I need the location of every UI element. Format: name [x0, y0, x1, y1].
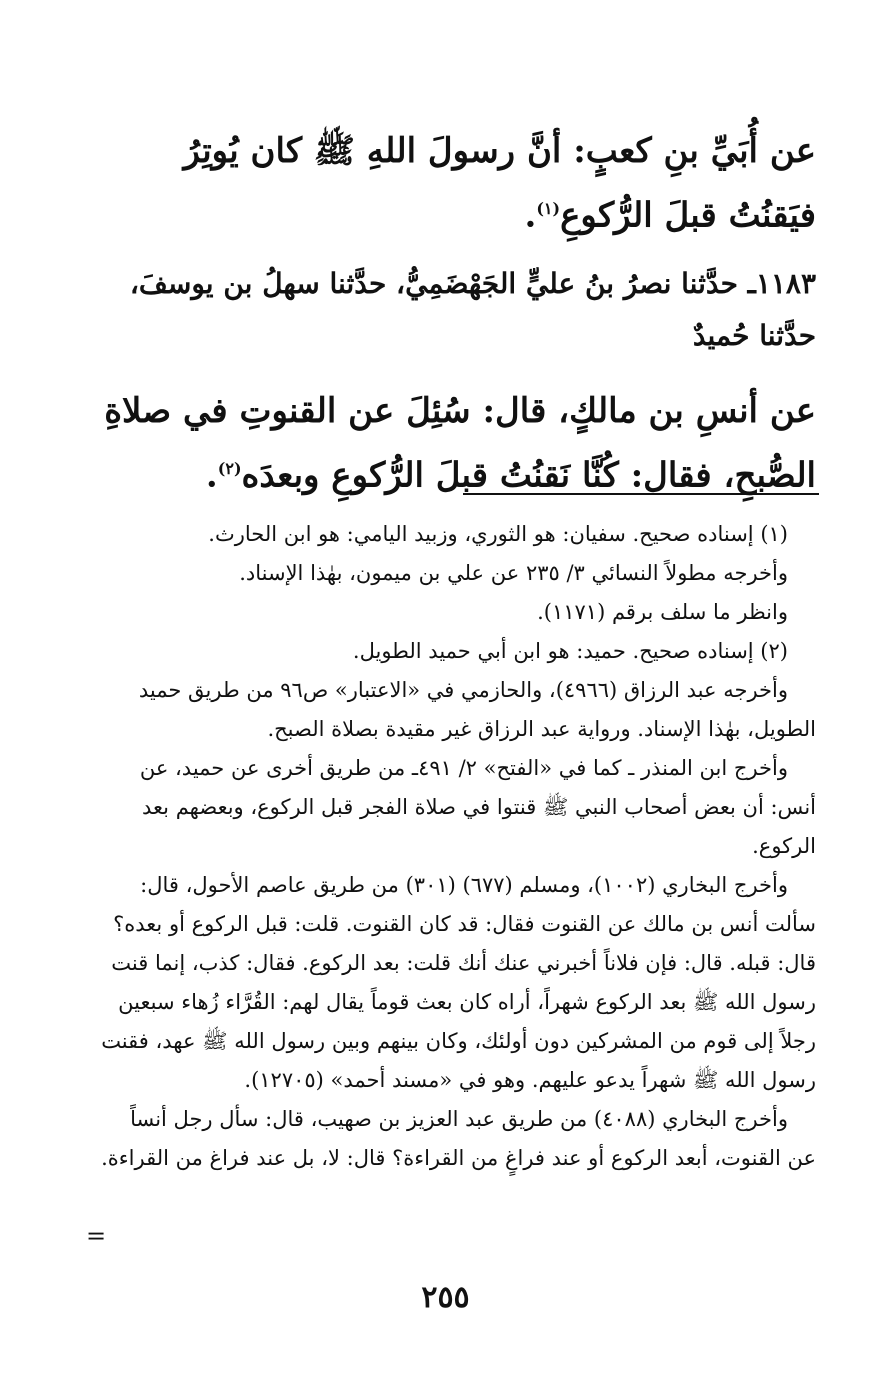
hadith-text-2 [100, 382, 816, 504]
footnote-1: (١) إسناده صحيح. سفيان: هو الثوري، وزبيد اليامي: هو ابن الحارث. [208, 522, 788, 546]
footnote-ref-2: (٢) [217, 459, 242, 478]
footnote-2: (٢) إسناده صحيح. حميد: هو ابن أبي حميد الطويل. [352, 639, 788, 663]
hadith-1-body: عن أُبَيِّ بنِ كعبٍ: أنَّ رسولَ اللهِ ﷺ كان يُوتِرُ فيَقنُتُ قبلَ الرُّكوعِ [183, 131, 816, 236]
continuation-mark: = [86, 1222, 107, 1250]
hadith-1-end: . [524, 195, 537, 236]
page-number: ٢٥٥ [421, 1280, 470, 1315]
hadith-text-1 [100, 122, 816, 244]
footnotes [100, 515, 816, 1178]
footnote-2-para-3: وأخرج البخاري (١٠٠٢)، ومسلم (٦٧٧) (٣٠١) من طريق عاصم الأحول، قال: سألت أنس بن مالك عن القنوت فقال: قد كان القنوت. قلت: قبل الركوع أو بعده؟ قال: قبله. قال: فإن فلاناً أخبرني عنك أنك قلت: بعد الركوع. فقال: كذب، إنما قنت رسول الله ﷺ بعد الركوع شهراً، أراه كان بعث قوماً يقال لهم: القُرَّاء زُهاء سبعين رجلاً إلى قوم من المشركين دون أولئك، وكان بينهم وبين رسول الله ﷺ عهد، فقنت رسول الله ﷺ شهراً يدعو عليهم. وهو في «مسند أحمد» (١٢٧٠٥). [101, 873, 816, 1092]
footnote-1-line-2: وأخرجه مطولاً النسائي ٣/ ٢٣٥ عن علي بن ميمون، بهٰذا الإسناد. [239, 561, 788, 585]
footnote-1-line-3: وانظر ما سلف برقم (١١٧١). [537, 600, 788, 624]
footnote-2-para-4: وأخرج البخاري (٤٠٨٨) من طريق عبد العزيز بن صهيب، قال: سأل رجل أنساً عن القنوت، أبعد الركوع أو عند فراغٍ من القراءة؟ قال: لا، بل عند فراغ من القراءة. [101, 1107, 816, 1170]
footnote-ref-1: (١) [536, 199, 561, 218]
footnote-2-para-2: وأخرج ابن المنذر ـ كما في «الفتح» ٢/ ٤٩١ـ من طريق أخرى عن حميد، عن أنس: أن بعض أصحاب النبي ﷺ قنتوا في صلاة الفجر قبل الركوع، وبعضهم بعد الركوع. [139, 756, 816, 858]
footnote-separator [463, 493, 819, 495]
isnad-1183: ١١٨٣ـ حدَّثنا نصرُ بنُ عليٍّ الجَهْضَمِيُّ، حدَّثنا سهلُ بن يوسفَ، حدَّثنا حُميدٌ [129, 267, 816, 352]
footnote-2-para-1: وأخرجه عبد الرزاق (٤٩٦٦)، والحازمي في «الاعتبار» ص٩٦ من طريق حميد الطويل، بهٰذا الإسناد. ورواية عبد الرزاق غير مقيدة بصلاة الصبح. [138, 678, 816, 741]
hadith-2-end: . [205, 455, 218, 496]
hadith-2-body: عن أنسِ بن مالكٍ، قال: سُئِلَ عن القنوتِ في صلاةِ الصُّبحِ، فقال: كُنَّا نَقنُتُ قبلَ الرُّكوعِ وبعدَه [104, 391, 816, 496]
